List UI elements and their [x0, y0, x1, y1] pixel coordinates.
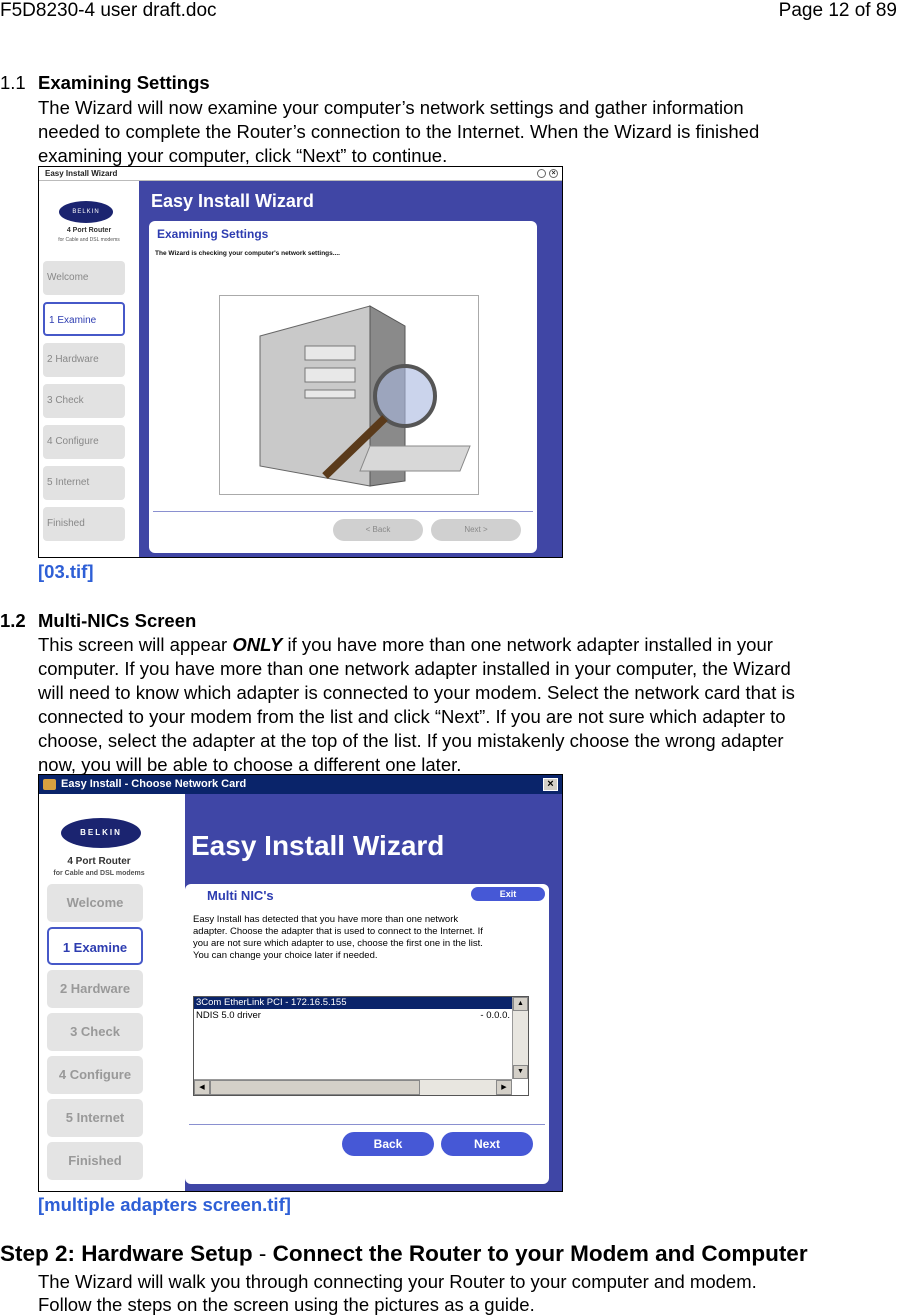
product-name: 4 Port Router	[67, 856, 131, 867]
panel-text: The Wizard is checking your computer's network settings....	[155, 250, 340, 257]
section-title: Examining Settings	[38, 72, 210, 93]
section-number: 1.1	[0, 72, 26, 93]
adapter-list[interactable]	[193, 996, 529, 1096]
wizard-title: Easy Install Wizard	[191, 830, 445, 861]
text-line	[38, 633, 795, 657]
figure-caption: [03.tif]	[38, 561, 94, 582]
text-line: will need to know which adapter is connected to your modem. Select the network card that is	[38, 682, 795, 703]
next-button[interactable]: Next >	[431, 519, 521, 541]
text-line: Easy Install has detected that you have more than one network	[193, 914, 459, 925]
section-title: Multi-NICs Screen	[38, 610, 197, 631]
wizard-panel	[185, 884, 549, 1184]
nav-welcome[interactable]: Welcome	[47, 884, 143, 922]
nav-examine[interactable]: 1 Examine	[47, 927, 143, 965]
text-line: connected to your modem from the list and click “Next”. If you are not sure which adapter to	[38, 706, 786, 727]
text-line: computer. If you have more than one network adapter installed in your computer, the Wizard	[38, 658, 791, 679]
nav-check[interactable]: 3 Check	[47, 1013, 143, 1051]
text-line: The Wizard will walk you through connecting your Router to your computer and modem.	[38, 1271, 757, 1292]
nav-internet[interactable]: 5 Internet	[47, 1099, 143, 1137]
wizard-title: Easy Install Wizard	[151, 191, 314, 211]
adapter-ip: - 0.0.0.	[480, 1010, 510, 1021]
computer-magnifier-icon	[220, 296, 478, 494]
window-title: Easy Install - Choose Network Card	[61, 778, 247, 790]
nav-hardware[interactable]: 2 Hardware	[47, 970, 143, 1008]
belkin-logo: BELKIN	[59, 201, 113, 223]
back-button[interactable]: Back	[342, 1132, 434, 1156]
text-line: The Wizard will now examine your computer’s network settings and gather information	[38, 97, 744, 118]
text-line: choose, select the adapter at the top of the list. If you mistakenly choose the wrong adapter	[38, 730, 784, 751]
scroll-thumb[interactable]	[210, 1080, 420, 1095]
wizard-panel	[149, 221, 537, 553]
scroll-down-icon[interactable]: ▼	[513, 1065, 528, 1079]
scroll-right-icon[interactable]: ▶	[496, 1080, 512, 1095]
step-paragraph	[38, 1270, 757, 1315]
nav-internet[interactable]: 5 Internet	[43, 466, 125, 500]
computer-image	[219, 295, 479, 495]
close-icon[interactable]: ×	[543, 778, 558, 791]
divider	[189, 1124, 545, 1125]
nav-examine[interactable]: 1 Examine	[43, 302, 125, 336]
back-button[interactable]: < Back	[333, 519, 423, 541]
section-paragraph	[38, 633, 795, 777]
close-icon[interactable]: ×	[549, 169, 558, 178]
product-name: 4 Port Router	[66, 227, 112, 234]
nav-hardware[interactable]: 2 Hardware	[43, 343, 125, 377]
window-title: Easy Install Wizard	[45, 169, 118, 178]
window-titlebar	[39, 167, 562, 181]
nav-check[interactable]: 3 Check	[43, 384, 125, 418]
text-line: You can change your choice later if needed.	[193, 950, 378, 961]
app-icon	[43, 779, 56, 790]
section-number: 1.2	[0, 610, 26, 631]
product-subtitle: for Cable and DSL modems	[58, 237, 120, 243]
horizontal-scrollbar[interactable]	[194, 1079, 512, 1095]
panel-title: Multi NIC's	[207, 888, 274, 903]
step-heading-separator: -	[252, 1241, 273, 1266]
wizard-main	[185, 794, 562, 1191]
exit-button[interactable]: Exit	[471, 887, 545, 901]
step-heading-part-b: Connect the Router to your Modem and Computer	[272, 1241, 808, 1266]
minimize-icon[interactable]	[537, 169, 546, 178]
section-paragraph	[38, 96, 759, 168]
text-line: adapter. Choose the adapter that is used to connect to the Internet. If	[193, 926, 483, 937]
belkin-logo: BELKIN	[61, 818, 141, 848]
examining-settings-screenshot	[38, 166, 563, 558]
adapter-row[interactable]	[194, 1010, 512, 1022]
adapter-row-selected[interactable]: 3Com EtherLink PCI - 172.16.5.155	[194, 997, 512, 1009]
text-line: you are not sure which adapter to use, choose the first one in the list.	[193, 938, 483, 949]
panel-title: Examining Settings	[157, 227, 269, 241]
nav-configure[interactable]: 4 Configure	[47, 1056, 143, 1094]
figure-caption: [multiple adapters screen.tif]	[38, 1194, 291, 1215]
next-button[interactable]: Next	[441, 1132, 533, 1156]
text-line: needed to complete the Router’s connection to the Internet. When the Wizard is finished	[38, 121, 760, 142]
step-heading	[0, 1241, 808, 1267]
emphasis-only: ONLY	[232, 634, 283, 655]
window-titlebar	[39, 775, 562, 794]
text-run: if you have more than one network adapter installed in your	[282, 634, 773, 655]
scroll-left-icon[interactable]: ◀	[194, 1080, 210, 1095]
wizard-sidebar	[39, 181, 139, 557]
page-number: Page 12 of 89	[778, 0, 897, 21]
document-name: F5D8230-4 user draft.doc	[0, 0, 217, 21]
adapter-name: NDIS 5.0 driver	[196, 1010, 261, 1021]
nav-finished[interactable]: Finished	[43, 507, 125, 541]
divider	[153, 511, 533, 512]
panel-text	[193, 914, 483, 962]
product-subtitle: for Cable and DSL modems	[53, 870, 145, 877]
text-line: now, you will be able to choose a different one later.	[38, 754, 462, 775]
wizard-main	[139, 181, 562, 557]
multi-nic-screenshot	[38, 774, 563, 1192]
step-heading-part-a: Step 2: Hardware Setup	[0, 1241, 253, 1266]
wizard-sidebar	[39, 794, 185, 1191]
text-run: This screen will appear	[38, 634, 233, 655]
nav-welcome[interactable]: Welcome	[43, 261, 125, 295]
scroll-up-icon[interactable]: ▲	[513, 997, 528, 1011]
nav-finished[interactable]: Finished	[47, 1142, 143, 1180]
text-line: examining your computer, click “Next” to continue.	[38, 145, 448, 166]
text-line: Follow the steps on the screen using the pictures as a guide.	[38, 1294, 535, 1315]
vertical-scrollbar[interactable]	[512, 997, 528, 1079]
nav-configure[interactable]: 4 Configure	[43, 425, 125, 459]
